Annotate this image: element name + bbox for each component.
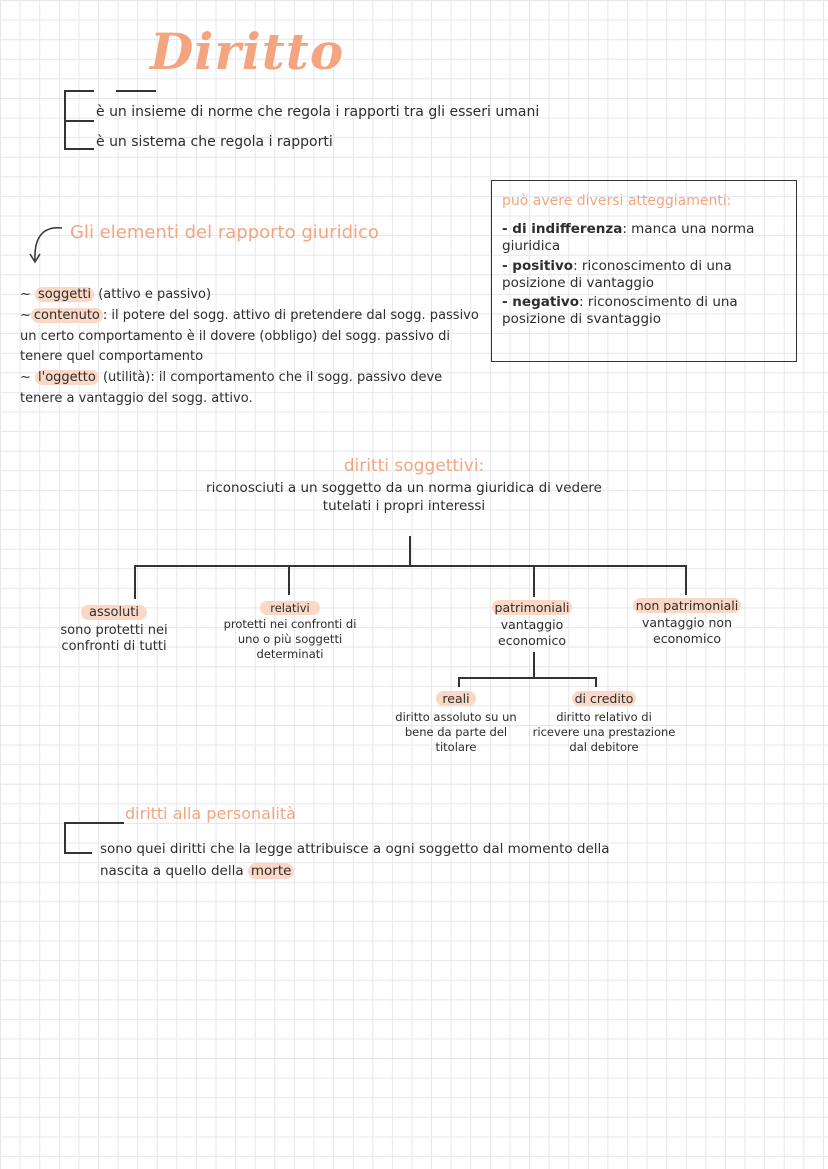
definitions-bracket-top [64,90,94,92]
attitude-key-3: - negativo [502,294,579,311]
branch-desc-2: protetti nei confronti di uno o più soggetti determinati [223,617,357,661]
branch-label-3: patrimoniali [492,600,573,615]
personalita-bracket [64,822,66,853]
attitude-key-2: - positivo [502,257,574,274]
branch-desc-3: vantaggio economico [498,617,566,648]
element-soggetti: ~ soggetti (attivo e passivo) [20,287,212,302]
diritti-definition-1: riconosciuti a un soggetto da un norma giuridica di vedere [206,480,602,496]
attitude-key-1: - di indifferenza [502,221,623,237]
oggetto-key: l'oggetto [35,370,99,385]
branch-patrimoniali [470,597,594,649]
personalita-connector [88,822,124,824]
branch-relativi [204,597,376,662]
sub-branch-label-1: reali [436,691,475,706]
definition-1: è un insieme di norme che regola i rapporti tra gli esseri umani [96,104,540,120]
tree-drop-4 [685,565,687,595]
subtree-drop-2 [595,677,597,687]
attitude-item-1 [502,221,786,256]
curved-arrow-icon [26,222,66,268]
branch-non-patrimoniali [612,595,762,647]
attitude-item-3 [502,294,786,329]
tree-horizontal [134,565,686,567]
sub-branch-reali [394,688,518,755]
branch-desc-1: sono protetti nei confronti di tutti [60,622,168,655]
elements-heading: Gli elementi del rapporto giuridico [70,222,379,243]
branch-label-2: relativi [260,601,320,615]
subtree-trunk [533,652,535,678]
tree-drop-3 [533,565,535,597]
diritti-heading: diritti soggettivi: [343,456,485,476]
personalita-text [100,838,620,883]
diritti-definition-2: tutelati i propri interessi [322,498,486,514]
contenuto-rest: : il potere del sogg. attivo di pretendere dal sogg. passivo un certo comportamento è il dovere (obbligo) del sogg. passivo di tenere quel comportamento [20,307,479,365]
elements-list [20,285,480,410]
sub-branch-label-2: di credito [572,691,637,706]
attitude-item-2 [502,258,786,293]
soggetti-key: soggetti [35,287,94,302]
attitude-text-1: : manca una norma giuridica [502,221,755,255]
element-oggetto: ~ l'oggetto (utilità): il comportamento che il sogg. passivo deve tenere a vantaggio del sogg. attivo. [20,370,443,406]
definitions-bracket-mid [64,120,94,122]
personalita-heading: diritti alla personalità [125,804,296,823]
attitude-text-2: : riconoscimento di una posizione di vantaggio [502,257,732,291]
definitions-bracket [64,90,66,148]
branch-label-4: non patrimoniali [633,598,741,613]
title-connector [116,90,156,92]
personalita-bracket-top [64,822,88,824]
subtree-horizontal [458,677,596,679]
soggetti-rest: (attivo e passivo) [94,287,212,302]
definitions-bracket-bottom [64,148,94,150]
branch-assoluti [44,601,184,656]
personalita-text-main: sono quei diritti che la legge attribuisce a ogni soggetto dal momento della nascita a quello della [100,841,610,880]
page-title: Diritto [150,22,345,81]
attitude-text-3: : riconoscimento di una posizione di svantaggio [502,294,738,328]
sub-branch-credito [526,688,682,755]
branch-label-1: assoluti [81,605,147,620]
attitudes-heading: può avere diversi atteggiamenti: [502,193,732,209]
tree-drop-1 [134,565,136,599]
sub-branch-desc-2: diritto relativo di ricevere una prestazione dal debitore [532,710,676,754]
personalita-bracket-bottom [64,852,92,854]
element-contenuto: ~ contenuto : il potere del sogg. attivo di pretendere dal sogg. passivo un certo comportamento è il dovere (obbligo) del sogg. passivo di tenere quel comportamento [20,307,479,365]
branch-desc-4: vantaggio non economico [642,615,732,646]
attitudes-box [491,180,797,362]
tree-trunk [409,536,411,566]
oggetto-rest: (utilità): il comportamento che il sogg. passivo deve tenere a vantaggio del sogg. attivo. [20,370,443,406]
sub-branch-desc-1: diritto assoluto su un bene da parte del titolare [395,710,517,754]
subtree-drop-1 [458,677,460,687]
personalita-highlight: morte [248,863,295,879]
contenuto-key: contenuto [31,308,103,323]
tree-drop-2 [288,565,290,595]
definition-2: è un sistema che regola i rapporti [96,134,333,150]
